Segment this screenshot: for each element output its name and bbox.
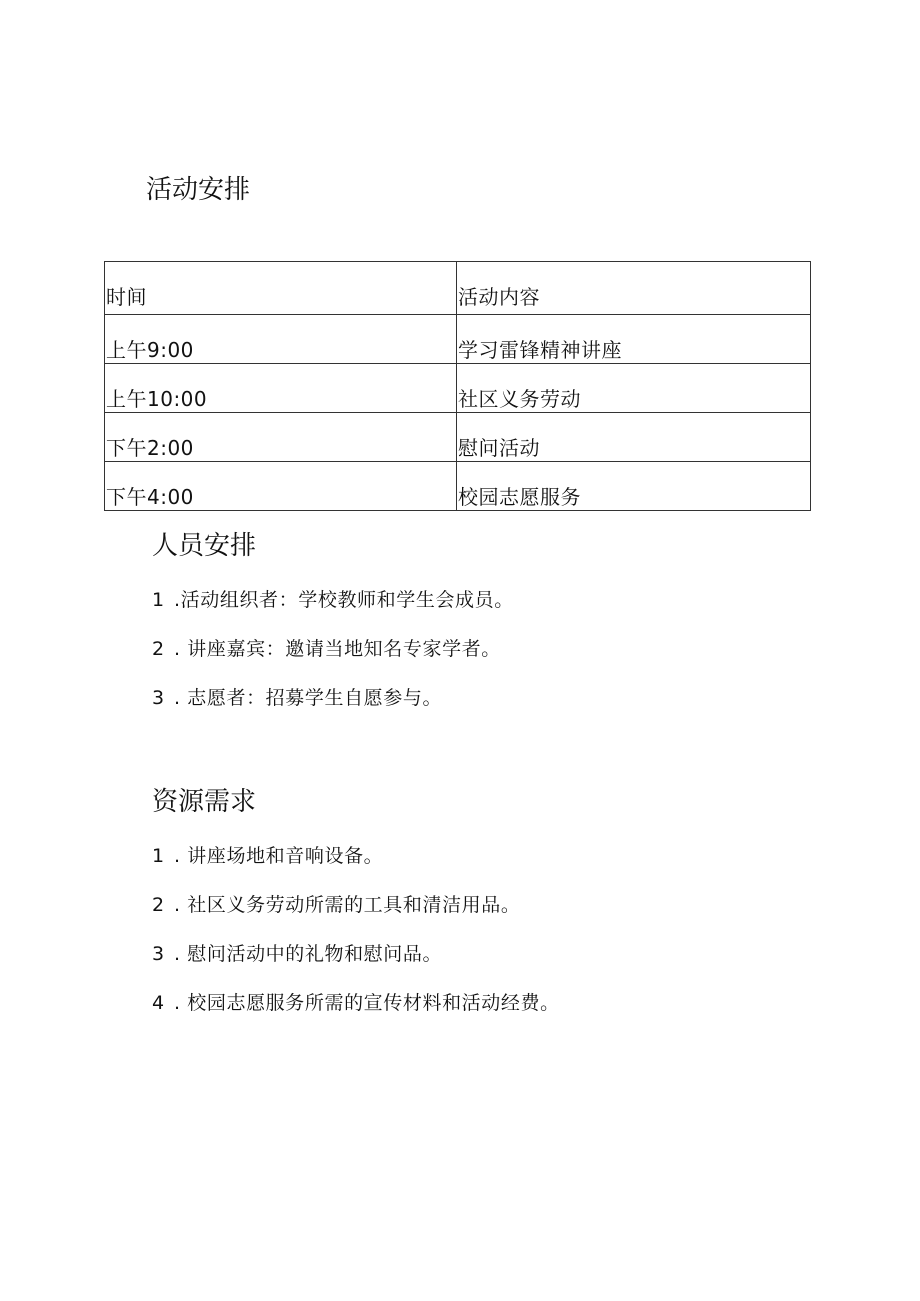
- list-item: [152, 674, 514, 723]
- staff-list: [152, 576, 514, 723]
- item-text: . 讲座嘉宾：邀请当地知名专家学者。: [174, 638, 501, 660]
- cell-time: 上午9:00: [105, 315, 457, 364]
- table-row: [105, 364, 811, 413]
- item-text: .活动组织者：学校教师和学生会成员。: [174, 589, 514, 611]
- table-row: [105, 413, 811, 462]
- list-item: [152, 930, 560, 979]
- item-text: . 社区义务劳动所需的工具和清洁用品。: [174, 894, 521, 916]
- table-header-row: [105, 262, 811, 315]
- item-text: . 讲座场地和音响设备。: [174, 845, 384, 867]
- resources-heading: 资源需求: [152, 787, 257, 817]
- item-number: 2: [152, 894, 165, 916]
- table-row: [105, 315, 811, 364]
- cell-activity: 慰问活动: [457, 413, 811, 462]
- column-header-activity: 活动内容: [457, 262, 811, 315]
- table-row: [105, 462, 811, 511]
- cell-time: 上午10:00: [105, 364, 457, 413]
- list-item: [152, 979, 560, 1028]
- item-number: 4: [152, 992, 165, 1014]
- item-number: 1: [152, 845, 165, 867]
- schedule-table: [104, 261, 811, 511]
- item-text: . 校园志愿服务所需的宣传材料和活动经费。: [174, 992, 560, 1014]
- cell-activity: 校园志愿服务: [457, 462, 811, 511]
- item-number: 2: [152, 638, 165, 660]
- list-item: [152, 625, 514, 674]
- item-number: 1: [152, 589, 165, 611]
- cell-activity: 社区义务劳动: [457, 364, 811, 413]
- item-text: . 慰问活动中的礼物和慰问品。: [174, 943, 443, 965]
- list-item: [152, 832, 560, 881]
- list-item: [152, 576, 514, 625]
- item-number: 3: [152, 943, 165, 965]
- list-item: [152, 881, 560, 930]
- item-text: . 志愿者：招募学生自愿参与。: [174, 687, 443, 709]
- cell-time: 下午2:00: [105, 413, 457, 462]
- item-number: 3: [152, 687, 165, 709]
- cell-activity: 学习雷锋精神讲座: [457, 315, 811, 364]
- resources-list: [152, 832, 560, 1028]
- schedule-heading: 活动安排: [146, 175, 251, 205]
- staff-heading: 人员安排: [152, 531, 257, 561]
- column-header-time: 时间: [105, 262, 457, 315]
- cell-time: 下午4:00: [105, 462, 457, 511]
